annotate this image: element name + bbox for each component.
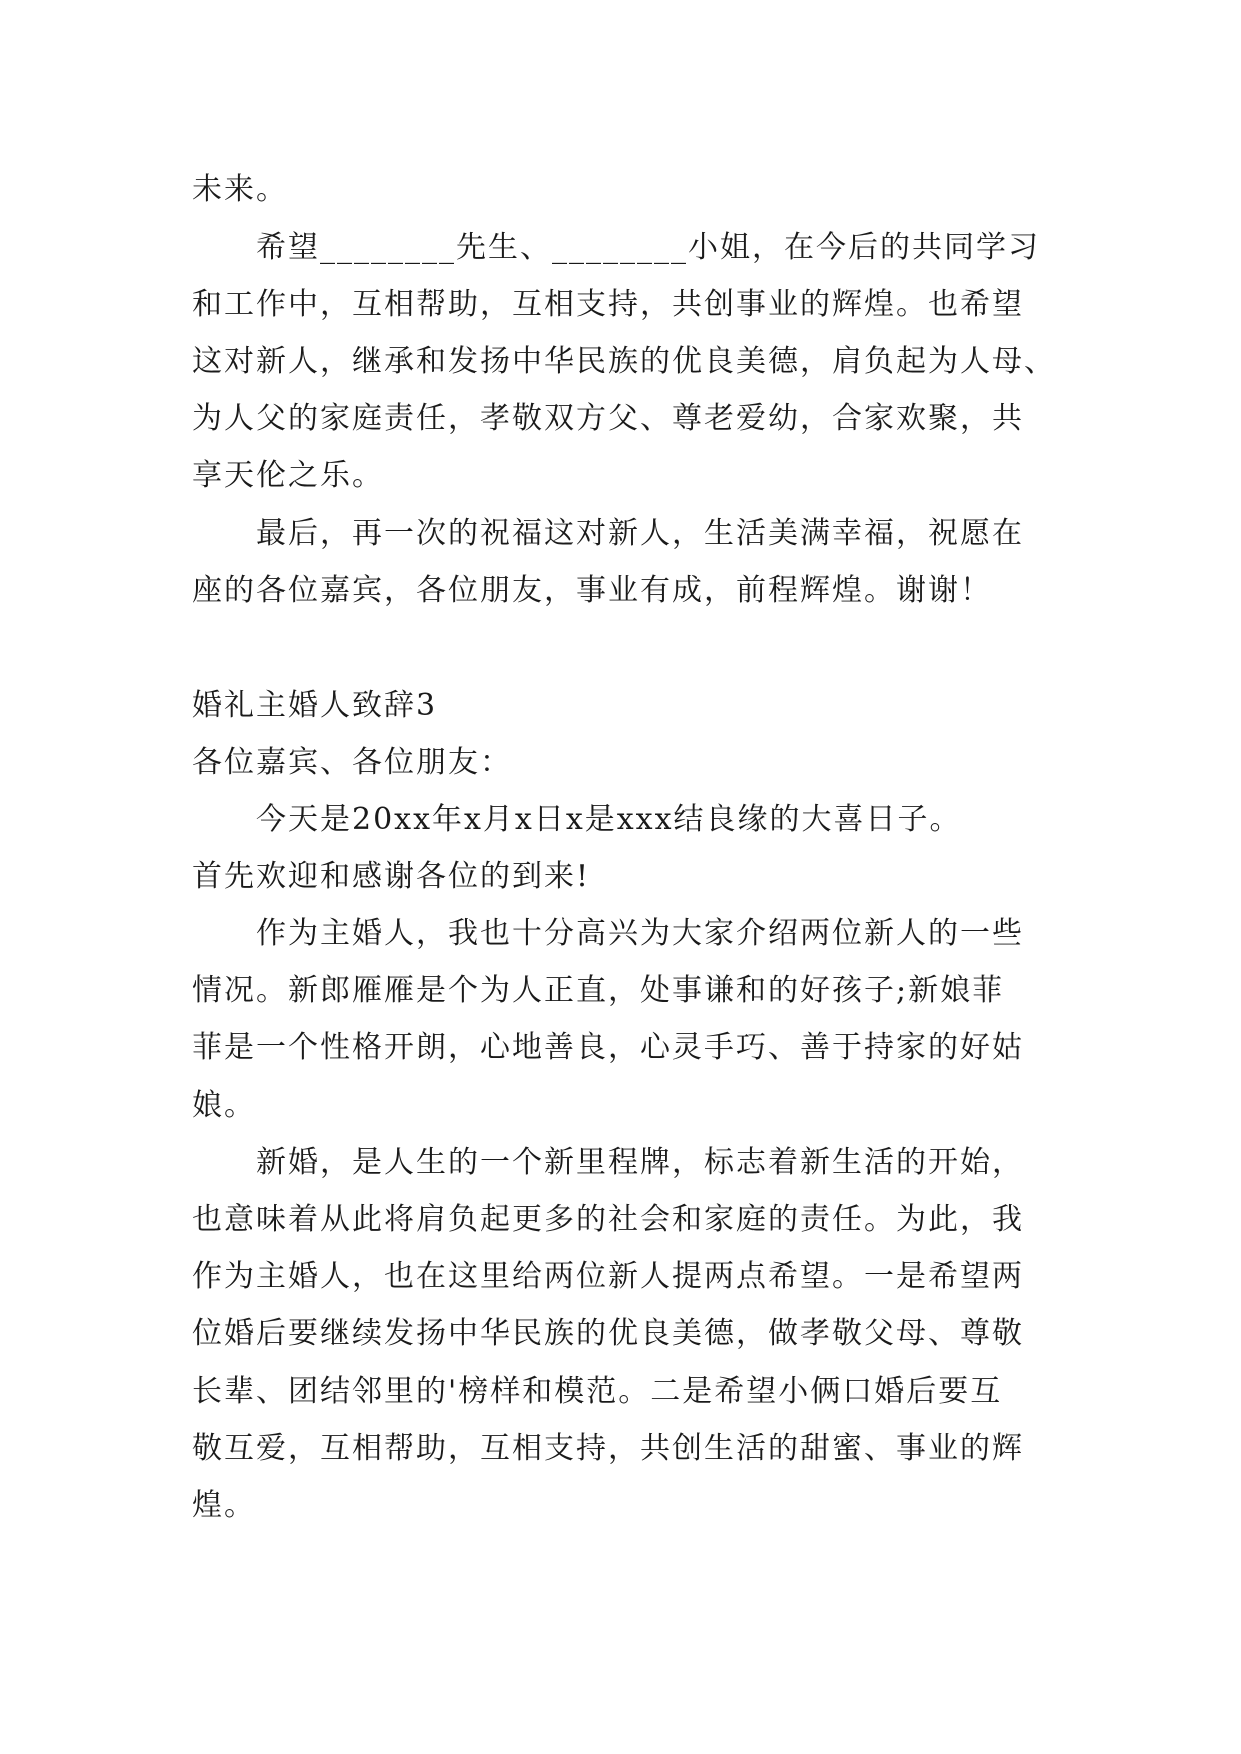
text-line: 和工作中，互相帮助，互相支持，共创事业的辉煌。也希望	[192, 287, 1024, 322]
text-line: 菲是一个性格开朗，心地善良，心灵手巧、善于持家的好姑	[192, 1030, 1024, 1065]
text-line: 长辈、团结邻里的'榜样和模范。二是希望小俩口婚后要互	[192, 1374, 1003, 1409]
text-line: 最后，再一次的祝福这对新人，生活美满幸福，祝愿在	[256, 516, 1024, 551]
text-line: 位婚后要继续发扬中华民族的优良美德，做孝敬父母、尊敬	[192, 1316, 1024, 1351]
text-line: 作为主婚人，我也十分高兴为大家介绍两位新人的一些	[256, 916, 1024, 951]
text-line: 新婚，是人生的一个新里程牌，标志着新生活的开始，	[256, 1145, 1024, 1180]
text-line: 煌。	[192, 1488, 256, 1523]
text-line: 希望________先生、________小姐，在今后的共同学习	[256, 230, 1040, 265]
text-line: 这对新人，继承和发扬中华民族的优良美德，肩负起为人母、	[192, 344, 1056, 379]
text-line: 为人父的家庭责任，孝敬双方父、尊老爱幼，合家欢聚，共	[192, 401, 1024, 436]
text-line: 今天是20xx年x月x日x是xxx结良缘的大喜日子。	[256, 802, 962, 837]
text-line: 敬互爱，互相帮助，互相支持，共创生活的甜蜜、事业的辉	[192, 1431, 1024, 1466]
text-line: 未来。	[192, 172, 288, 207]
text-line: 首先欢迎和感谢各位的到来!	[192, 859, 591, 894]
text-line: 也意味着从此将肩负起更多的社会和家庭的责任。为此，我	[192, 1202, 1024, 1237]
section-title: 婚礼主婚人致辞3	[192, 688, 438, 723]
text-line: 座的各位嘉宾，各位朋友，事业有成，前程辉煌。谢谢！	[192, 573, 992, 608]
salutation: 各位嘉宾、各位朋友：	[192, 745, 512, 780]
text-line: 作为主婚人，也在这里给两位新人提两点希望。一是希望两	[192, 1259, 1024, 1294]
text-line: 情况。新郎雁雁是个为人正直，处事谦和的好孩子;新娘菲	[192, 973, 1005, 1008]
text-line: 享天伦之乐。	[192, 458, 384, 493]
text-line: 娘。	[192, 1088, 256, 1123]
